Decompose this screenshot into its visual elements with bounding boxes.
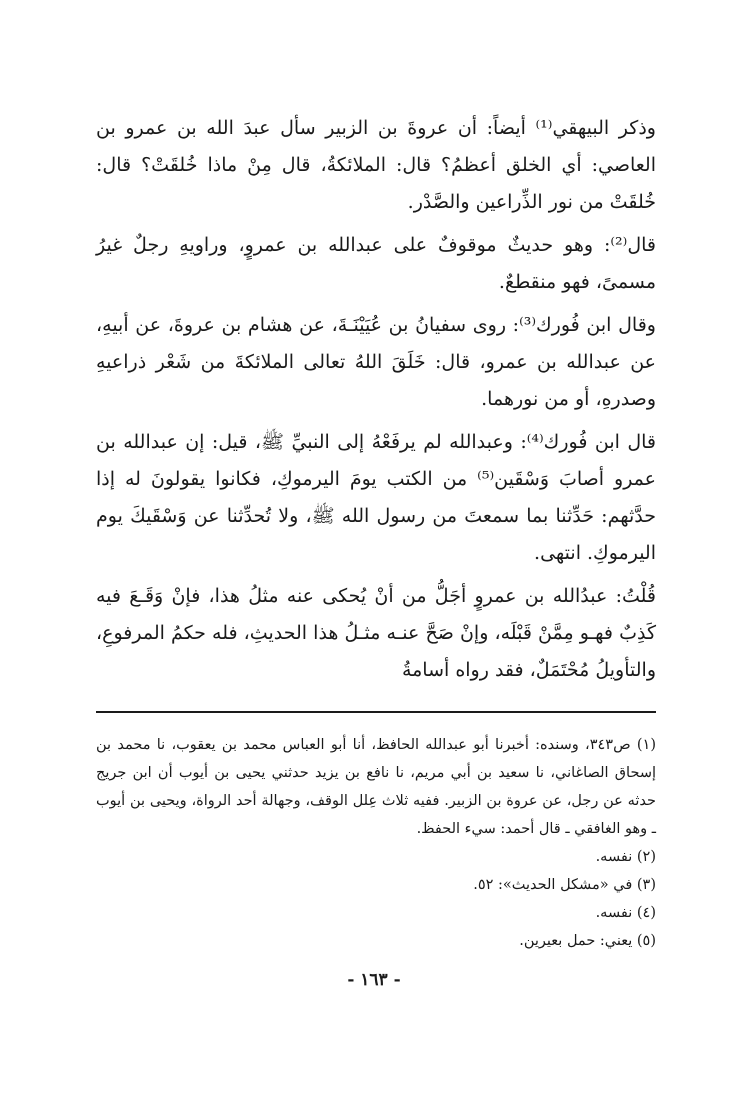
paragraph-5: قُلْتُ: عبدُالله بن عمروٍ أجَلُّ من أنْ يُحكى عنه مثلُ هذا، فإنْ وَقَـعَ فيه كَذِبٌ فهـو مِمَّنْ قَبْلَه، وإنْ صَحَّ عنـه مثـلُ هذا الحديثِ، فله حكمُ المرفوعِ، والتأويلُ مُحْتَمَلٌ، فقد رواه أسامةُ [96, 585, 656, 681]
paragraph-1: وذكر البيهقي⁽¹⁾ أيضاً: أن عروةَ بن الزبير سأل عبدَ الله بن عمرو بن العاصي: أي الخلق أعظمُ؟ قال: الملائكةُ، قال مِنْ ماذا خُلقَتْ؟ قال: خُلقَتْ من نور الذِّراعين والصَّدْر. [96, 117, 656, 213]
main-text [96, 110, 656, 689]
paragraph-3: وقال ابن فُورك⁽³⁾: روى سفيانُ بن عُيَيْنَـةَ، عن هشام بن عروةَ، عن أبيهِ، عن عبدالله بن عمرو، قال: خَلَقَ اللهُ تعالى الملائكةَ من شَعْر ذراعيهِ وصدرهِ، أو من نورهما. [96, 314, 656, 410]
footnote-3: (٣) في «مشكل الحديث»: ٥٢. [473, 877, 656, 893]
footnote-2: (٢) نفسه. [595, 849, 656, 865]
footnote-5: (٥) يعني: حمل بعيرين. [519, 933, 656, 949]
paragraph-4: قال ابن فُورك⁽⁴⁾: وعبدالله لم يرفَعْهُ إلى النبيِّ ﷺ، قيل: إن عبدالله بن عمرو أصابَ وَسْقَين⁽⁵⁾ من الكتب يومَ اليرموكِ، فكانوا يقولونَ له إذا حدَّثهم: حَدِّثنا بما سمعتَ من رسول الله ﷺ، ولا تُحدِّثنا عن وَسْقَيكَ يوم اليرموكِ. انتهى. [96, 431, 656, 564]
page-number: - ١٦٣ - [347, 970, 401, 990]
footnotes [96, 731, 656, 955]
footnote-1: (١) ص٣٤٣، وسنده: أخبرنا أبو عبدالله الحافظ، أنا أبو العباس محمد بن يعقوب، نا محمد بن إسحاق الصاغاني، نا سعيد بن أبي مريم، نا نافع بن يزيد حدثني يحيى بن أيوب أن ابن جريج حدثه عن رجل، عن عروة بن الزبير. ففيه ثلاث عِلل الوقف، وجهالة أحد الرواة، ويحيى بن أيوب ـ وهو الغافقي ـ قال أحمد: سيء الحفظ. [96, 737, 657, 837]
footnote-4: (٤) نفسه. [595, 905, 656, 921]
footnote-divider [96, 711, 656, 713]
paragraph-2: قال⁽²⁾: وهو حديثٌ موقوفٌ على عبدالله بن عمروٍ، وراويهِ رجلٌ غيرُ مسمىً، فهو منقطعٌ. [96, 234, 656, 293]
book-page [96, 110, 656, 955]
